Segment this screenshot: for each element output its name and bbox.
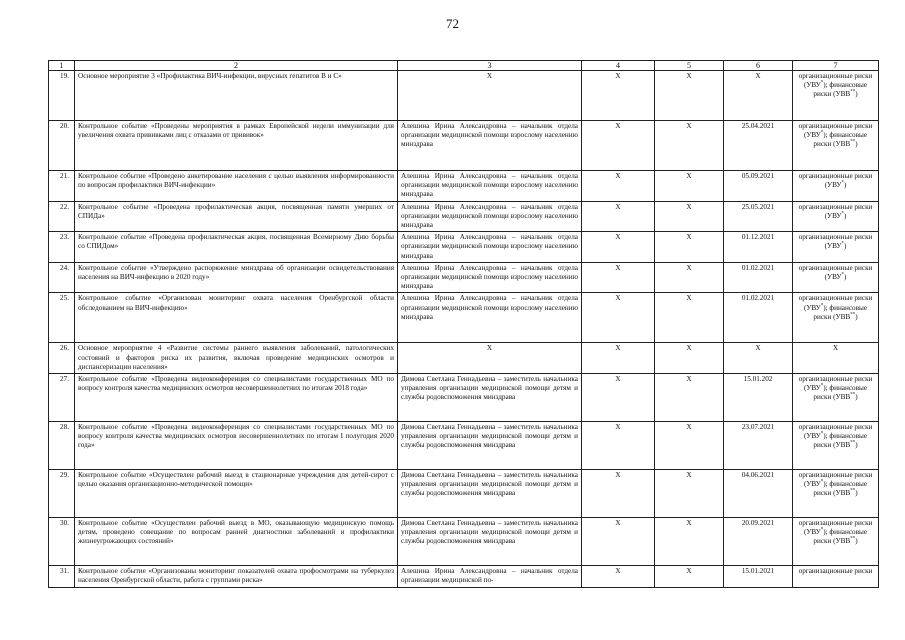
risk-description: X xyxy=(793,343,879,374)
deadline-date: 05.09.2021 xyxy=(724,171,793,202)
table-row xyxy=(49,171,879,202)
responsible-person: X xyxy=(398,71,582,121)
column-5-value: X xyxy=(655,201,724,232)
column-4-value: X xyxy=(582,343,655,374)
table-row xyxy=(49,293,879,343)
responsible-person: Димова Светлана Геннадьевна – заместитель начальника управления организации медицинской помощи детям и службы родовспоможения минздрава xyxy=(398,470,582,518)
row-number: 30. xyxy=(49,518,75,566)
table-row xyxy=(49,232,879,263)
row-number: 26. xyxy=(49,343,75,374)
event-description: Контрольное событие «Утверждено распоряжение минздрава об организации освидетельствования населения на ВИЧ-инфекцию в 2020 году» xyxy=(75,262,398,293)
deadline-date: 20.09.2021 xyxy=(724,518,793,566)
column-number: 5 xyxy=(655,61,724,71)
table-row xyxy=(49,121,879,171)
row-number: 27. xyxy=(49,374,75,422)
risk-description: организационные риски (УВУ*) xyxy=(793,232,879,263)
table-row xyxy=(49,518,879,566)
event-description: Контрольное событие «Проведена видеоконференция со специалистами государственных МО по вопросу контроля качества медицинских осмотров несовершеннолетних по итогам 2018 года» xyxy=(75,374,398,422)
responsible-person: Алешина Ирина Александровна – начальник отдела организации медицинской по- xyxy=(398,566,582,588)
event-description: Контрольное событие «Проведено анкетирование населения с целью выявления информированности по вопросам профилактики ВИЧ-инфекции» xyxy=(75,171,398,202)
deadline-date: X xyxy=(724,71,793,121)
deadline-date: 15.01.202 xyxy=(724,374,793,422)
event-description: Контрольное событие «Организованы мониторинг показателей охвата профосмотрами на туберкулез населения Оренбургской области, работа с группами риска» xyxy=(75,566,398,588)
table-body xyxy=(49,61,879,588)
event-description: Контрольное событие «Проведена профилактическая акция, посвященная памяти умерших от СПИДа» xyxy=(75,201,398,232)
deadline-date: 25.04.2021 xyxy=(724,121,793,171)
column-4-value: X xyxy=(582,121,655,171)
event-description: Контрольное событие «Проведена видеоконференция со специалистами государственных МО по вопросу контроля качества медицинских осмотров несовершеннолетних по итогам I полугодия 2020 года» xyxy=(75,422,398,470)
responsible-person: Алешина Ирина Александровна – начальник отдела организации медицинской помощи взрослому населению минздрава xyxy=(398,262,582,293)
responsible-person: Алешина Ирина Александровна – начальник отдела организации медицинской помощи взрослому населению минздрава xyxy=(398,232,582,263)
risk-description: организационные риски (УВУ*); финансовые риски (УВВ**) xyxy=(793,293,879,343)
column-5-value: X xyxy=(655,343,724,374)
column-5-value: X xyxy=(655,232,724,263)
row-number: 24. xyxy=(49,262,75,293)
deadline-date: 15.01.2021 xyxy=(724,566,793,588)
row-number: 19. xyxy=(49,71,75,121)
risk-description: организационные риски (УВУ*); финансовые риски (УВВ**) xyxy=(793,121,879,171)
column-4-value: X xyxy=(582,374,655,422)
responsible-person: Алешина Ирина Александровна – начальник отдела организации медицинской помощи взрослому населению минздрава xyxy=(398,171,582,202)
responsible-person: Димова Светлана Геннадьевна – заместитель начальника управления организации медицинской помощи детям и службы родовспоможения минздрава xyxy=(398,374,582,422)
column-5-value: X xyxy=(655,470,724,518)
event-description: Контрольное событие «Проведена профилактическая акция, посвященная Всемирному Дню борьбы со СПИДом» xyxy=(75,232,398,263)
risk-description: организационные риски (УВУ*); финансовые риски (УВВ**) xyxy=(793,374,879,422)
column-4-value: X xyxy=(582,71,655,121)
column-number: 6 xyxy=(724,61,793,71)
deadline-date: 01.02.2021 xyxy=(724,262,793,293)
risk-description: организационные риски (УВУ*); финансовые риски (УВВ**) xyxy=(793,71,879,121)
row-number: 31. xyxy=(49,566,75,588)
responsible-person: X xyxy=(398,343,582,374)
column-4-value: X xyxy=(582,470,655,518)
table-row xyxy=(49,262,879,293)
event-description: Контрольное событие «Организован мониторинг охвата населения Оренбургской области обследованием на ВИЧ-инфекцию» xyxy=(75,293,398,343)
responsible-person: Димова Светлана Геннадьевна – заместитель начальника управления организации медицинской помощи детям и службы родовспоможения минздрава xyxy=(398,422,582,470)
column-5-value: X xyxy=(655,293,724,343)
row-number: 28. xyxy=(49,422,75,470)
table-row xyxy=(49,566,879,588)
event-description: Основное мероприятие 3 «Профилактика ВИЧ-инфекции, вирусных гепатитов В и С» xyxy=(75,71,398,121)
table-row xyxy=(49,470,879,518)
column-4-value: X xyxy=(582,201,655,232)
risk-description: организационные риски (УВУ*); финансовые риски (УВВ**) xyxy=(793,518,879,566)
row-number: 29. xyxy=(49,470,75,518)
column-5-value: X xyxy=(655,171,724,202)
page-number: 72 xyxy=(446,16,459,31)
column-4-value: X xyxy=(582,566,655,588)
column-4-value: X xyxy=(582,171,655,202)
deadline-date: X xyxy=(724,343,793,374)
column-5-value: X xyxy=(655,518,724,566)
table-row xyxy=(49,71,879,121)
table-row xyxy=(49,374,879,422)
column-4-value: X xyxy=(582,232,655,263)
column-5-value: X xyxy=(655,262,724,293)
column-number: 3 xyxy=(398,61,582,71)
column-5-value: X xyxy=(655,566,724,588)
event-description: Основное мероприятие 4 «Развитие системы раннего выявления заболеваний, патологических состояний и факторов риска их развития, включая проведение медицинских осмотров и диспансеризации населения» xyxy=(75,343,398,374)
column-4-value: X xyxy=(582,422,655,470)
event-description: Контрольное событие «Осуществлен рабочий выезд в МО, оказывающую медицинскую помощь детям, проведено совещание по вопросам ранней диагностики заболеваний и профилактики жизнеугрожающих состояний» xyxy=(75,518,398,566)
column-number-row xyxy=(49,61,879,71)
responsible-person: Димова Светлана Геннадьевна – заместитель начальника управления организации медицинской помощи детям и службы родовспоможения минздрава xyxy=(398,518,582,566)
table-row xyxy=(49,343,879,374)
responsible-person: Алешина Ирина Александровна – начальник отдела организации медицинской помощи взрослому населению минздрава xyxy=(398,121,582,171)
deadline-date: 23.07.2021 xyxy=(724,422,793,470)
column-number: 7 xyxy=(793,61,879,71)
row-number: 22. xyxy=(49,201,75,232)
risk-description: организационные риски (УВУ*) xyxy=(793,201,879,232)
risk-description: организационные риски (УВУ*) xyxy=(793,171,879,202)
deadline-date: 01.12.2021 xyxy=(724,232,793,263)
table-row xyxy=(49,201,879,232)
column-number: 4 xyxy=(582,61,655,71)
row-number: 20. xyxy=(49,121,75,171)
column-5-value: X xyxy=(655,374,724,422)
deadline-date: 04.06.2021 xyxy=(724,470,793,518)
row-number: 23. xyxy=(49,232,75,263)
deadline-date: 25.05.2021 xyxy=(724,201,793,232)
deadline-date: 01.02.2021 xyxy=(724,293,793,343)
risk-description: организационные риски (УВУ*); финансовые риски (УВВ**) xyxy=(793,470,879,518)
column-5-value: X xyxy=(655,121,724,171)
row-number: 25. xyxy=(49,293,75,343)
risk-description: организационные риски (УВУ*); финансовые риски (УВВ**) xyxy=(793,422,879,470)
column-5-value: X xyxy=(655,422,724,470)
events-table xyxy=(48,60,879,588)
event-description: Контрольное событие «Осуществлен рабочий выезд в стационарные учреждения для детей-сирот с целью оказания организационно-методической помощи» xyxy=(75,470,398,518)
responsible-person: Алешина Ирина Александровна – начальник отдела организации медицинской помощи взрослому населению минздрава xyxy=(398,201,582,232)
event-description: Контрольное событие «Проведены мероприятия в рамках Европейской недели иммунизации для увеличения охвата прививками лиц с отказами от прививок» xyxy=(75,121,398,171)
risk-description: организационные риски (УВУ*) xyxy=(793,262,879,293)
column-number: 2 xyxy=(75,61,398,71)
table-row xyxy=(49,422,879,470)
column-number: 1 xyxy=(49,61,75,71)
column-4-value: X xyxy=(582,293,655,343)
risk-description: организационные риски xyxy=(793,566,879,588)
column-4-value: X xyxy=(582,262,655,293)
column-4-value: X xyxy=(582,518,655,566)
responsible-person: Алешина Ирина Александровна – начальник отдела организации медицинской помощи взрослому населению минздрава xyxy=(398,293,582,343)
column-5-value: X xyxy=(655,71,724,121)
row-number: 21. xyxy=(49,171,75,202)
